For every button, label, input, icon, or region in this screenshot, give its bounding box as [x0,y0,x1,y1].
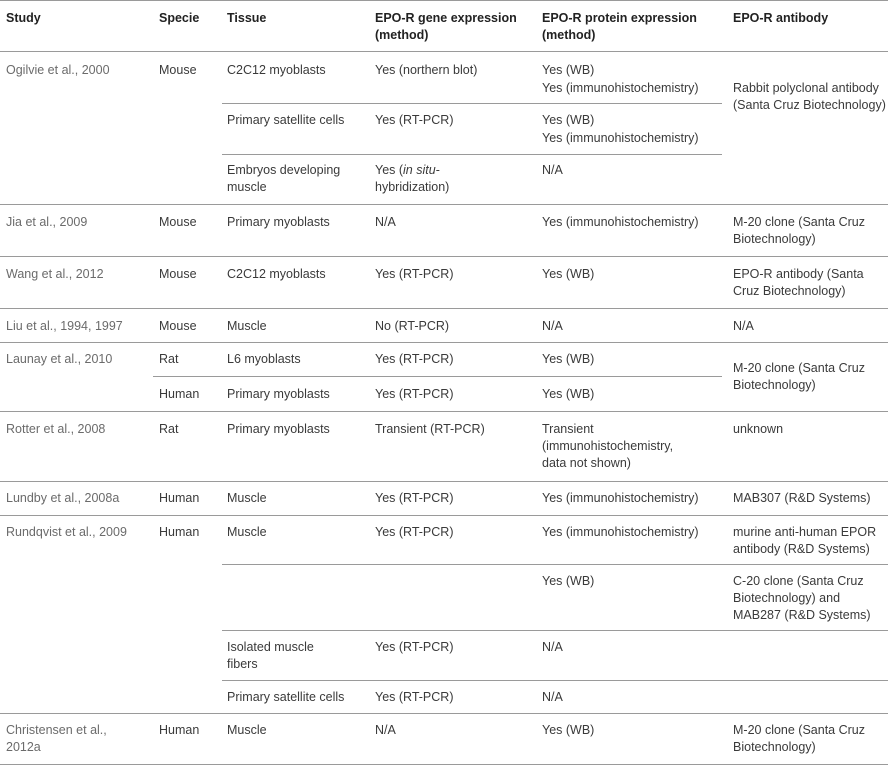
gene-launay-1: Yes (RT-PCR) [375,352,454,366]
specie-jia: Mouse [159,215,197,229]
antibody-rundqvist-2: C-20 clone (Santa Cruz Biotechnology) and MAB287 (R&D Systems) [733,574,871,622]
protein-ogilvie-2a: Yes (WB) [542,113,595,127]
study-wang: Wang et al., 2012 [6,267,104,281]
tissue-rundqvist-4: Primary satellite cells [227,690,345,704]
antibody-christensen: M-20 clone (Santa Cruz Biotechnology) [733,723,866,754]
antibody-liu: N/A [733,319,754,333]
tissue-christensen: Muscle [227,723,267,737]
rule-rotter-end [0,481,888,482]
study-christensen: Christensen et al., 2012a [6,723,107,754]
tissue-liu: Muscle [227,319,267,333]
protein-ogilvie-3: N/A [542,163,563,177]
rule-launay-1 [153,376,722,377]
tissue-lundby: Muscle [227,491,267,505]
protein-rundqvist-3: N/A [542,640,563,654]
gene-rundqvist-1: Yes (RT-PCR) [375,525,454,539]
protein-ogilvie-1a: Yes (WB) [542,63,595,77]
tissue-ogilvie-2: Primary satellite cells [227,113,345,127]
gene-launay-2: Yes (RT-PCR) [375,387,454,401]
specie-wang: Mouse [159,267,197,281]
gene-rundqvist-3: Yes (RT-PCR) [375,640,454,654]
rule-liu-end [0,342,888,343]
antibody-rotter: unknown [733,422,784,436]
rule-jia-end [0,256,888,257]
gene-ogilvie-1: Yes (northern blot) [375,63,478,77]
tissue-rundqvist-3: Isolated muscle fibers [227,640,314,671]
rule-launay-end [0,411,888,412]
antibody-ogilvie: Rabbit polyclonal antibody (Santa Cruz Biotechnology) [733,81,886,112]
specie-rundqvist: Human [159,525,200,539]
tissue-wang: C2C12 myoblasts [227,267,326,281]
tissue-ogilvie-1: C2C12 myoblasts [227,63,326,77]
tissue-jia: Primary myoblasts [227,215,330,229]
gene-ogilvie-3-b: -hybridization) [375,163,450,194]
rule-rundqvist-2 [222,630,888,631]
antibody-rundqvist-1: murine anti-human EPOR antibody (R&D Systems) [733,525,877,556]
gene-christensen: N/A [375,723,396,737]
rule-header [0,51,888,52]
rule-ogilvie-end [0,204,888,205]
protein-ogilvie-1b: Yes (immunohistochemistry) [542,81,699,95]
protein-lundby: Yes (immunohistochemistry) [542,491,699,505]
protein-jia: Yes (immunohistochemistry) [542,215,699,229]
rule-rundqvist-end [0,713,888,714]
rule-rundqvist-1 [222,564,888,565]
tissue-launay-2: Primary myoblasts [227,387,330,401]
rule-lundby-end [0,515,888,516]
rule-ogilvie-1 [222,103,722,104]
protein-rundqvist-2: Yes (WB) [542,574,595,588]
header-gene-expression: EPO-R gene expression (method) [375,11,517,42]
specie-launay-1: Rat [159,352,179,366]
protein-rotter: Transient (immunohistochemistry, data not shown) [542,422,674,470]
header-specie: Specie [159,11,200,25]
gene-ogilvie-3-italic: in situ [403,163,436,177]
protein-ogilvie-2b: Yes (immunohistochemistry) [542,131,699,145]
specie-ogilvie: Mouse [159,63,197,77]
antibody-jia: M-20 clone (Santa Cruz Biotechnology) [733,215,866,246]
rule-rundqvist-3 [222,680,888,681]
tissue-rotter: Primary myoblasts [227,422,330,436]
study-liu: Liu et al., 1994, 1997 [6,319,123,333]
gene-liu: No (RT-PCR) [375,319,450,333]
study-rundqvist: Rundqvist et al., 2009 [6,525,127,539]
specie-christensen: Human [159,723,200,737]
rule-wang-end [0,308,888,309]
study-jia: Jia et al., 2009 [6,215,88,229]
rule-top [0,0,888,1]
gene-ogilvie-2: Yes (RT-PCR) [375,113,454,127]
study-rotter: Rotter et al., 2008 [6,422,106,436]
header-tissue: Tissue [227,11,267,25]
header-study: Study [6,11,41,25]
gene-rundqvist-4: Yes (RT-PCR) [375,690,454,704]
antibody-lundby: MAB307 (R&D Systems) [733,491,871,505]
gene-rotter: Transient (RT-PCR) [375,422,485,436]
protein-launay-1: Yes (WB) [542,352,595,366]
antibody-launay: M-20 clone (Santa Cruz Biotechnology) [733,361,866,392]
protein-launay-2: Yes (WB) [542,387,595,401]
gene-lundby: Yes (RT-PCR) [375,491,454,505]
gene-wang: Yes (RT-PCR) [375,267,454,281]
protein-rundqvist-1: Yes (immunohistochemistry) [542,525,699,539]
study-launay: Launay et al., 2010 [6,352,113,366]
specie-launay-2: Human [159,387,200,401]
protein-christensen: Yes (WB) [542,723,595,737]
protein-rundqvist-4: N/A [542,690,563,704]
specie-lundby: Human [159,491,200,505]
header-antibody: EPO-R antibody [733,11,829,25]
rule-ogilvie-2 [222,154,722,155]
study-ogilvie: Ogilvie et al., 2000 [6,63,110,77]
tissue-rundqvist-1: Muscle [227,525,267,539]
gene-ogilvie-3-a: Yes ( [375,163,404,177]
protein-wang: Yes (WB) [542,267,595,281]
study-lundby: Lundby et al., 2008a [6,491,120,505]
antibody-wang: EPO-R antibody (Santa Cruz Biotechnology) [733,267,864,298]
specie-rotter: Rat [159,422,179,436]
header-protein-expression: EPO-R protein expression (method) [542,11,697,42]
tissue-launay-1: L6 myoblasts [227,352,301,366]
protein-liu: N/A [542,319,563,333]
specie-liu: Mouse [159,319,197,333]
rule-bottom [0,764,888,765]
gene-ogilvie-3 [375,162,493,196]
tissue-ogilvie-3: Embryos developing muscle [227,163,341,194]
gene-jia: N/A [375,215,396,229]
